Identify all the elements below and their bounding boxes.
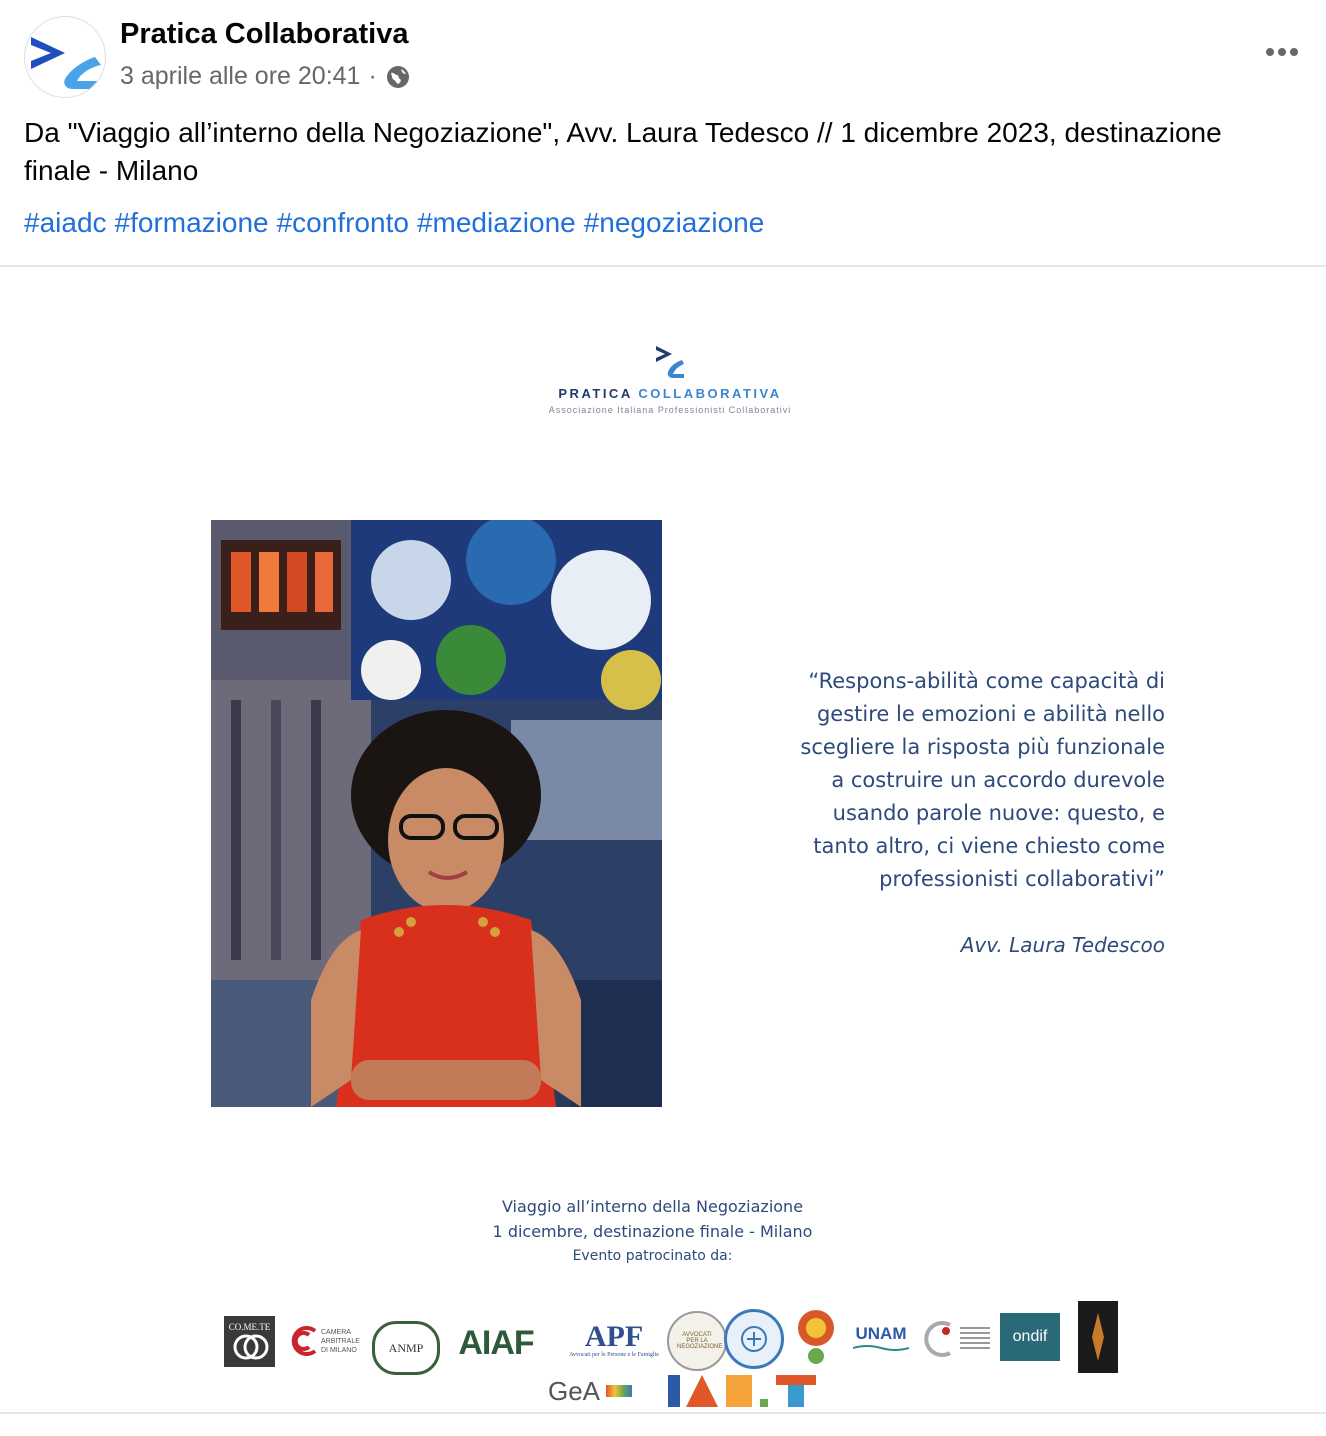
pratica-logo-icon <box>650 342 690 382</box>
portrait-photo <box>211 520 662 1107</box>
post-timestamp[interactable]: 3 aprile alle ore 20:41 <box>120 62 361 90</box>
brand-name-part2: COLLABORATIVA <box>638 386 782 401</box>
quote-line: scegliere la risposta più funzionale <box>800 735 1165 759</box>
apf-logo-text: APF <box>584 1320 644 1353</box>
globe-icon[interactable] <box>385 64 411 90</box>
post-meta <box>120 62 411 91</box>
quote-line: a costruire un accordo durevole <box>831 768 1165 792</box>
quote-line: tanto altro, ci viene chiesto come <box>813 834 1165 858</box>
meta-separator: · <box>368 62 377 90</box>
hashtag-link[interactable]: #negoziazione <box>583 207 765 238</box>
page-avatar[interactable] <box>24 16 106 98</box>
pratica-logo-icon <box>25 17 105 97</box>
event-title: Viaggio all’interno della Negoziazione <box>501 1197 804 1216</box>
gea-logo-text: GeA <box>547 1375 601 1406</box>
brand-subtitle: Associazione Italiana Professionisti Collaborativi <box>548 405 792 415</box>
camera-arbitrale-text: CAMERA ARBITRALE DI MILANO <box>321 1328 360 1354</box>
quote-line: gestire le emozioni e abilità nello <box>816 702 1165 726</box>
quote-author: Avv. Laura Tedescoo <box>960 933 1165 957</box>
hashtag-link[interactable]: #formazione <box>114 207 269 238</box>
brand-name <box>0 386 1326 401</box>
aiaf-logo <box>438 1323 554 1363</box>
post-text: Da "Viaggio all’interno della Negoziazione", Avv. Laura Tedesco // 1 dicembre 2023, destinazione finale - Milano <box>24 117 1222 186</box>
quote-line: “Respons-abilità come capacità di <box>808 669 1165 693</box>
quote-text <box>780 665 1165 896</box>
camera-arbitrale-logo <box>282 1321 366 1361</box>
hashtags <box>24 204 772 242</box>
hashtag-link[interactable]: #aiadc <box>24 207 107 238</box>
post-image[interactable] <box>0 267 1326 1412</box>
fondazione-logo <box>1078 1301 1118 1373</box>
gea-logo <box>530 1375 650 1407</box>
avvocati-negoziazione-logo <box>667 1311 727 1371</box>
anmp-logo <box>372 1321 440 1375</box>
post-header <box>0 0 1326 110</box>
quote-line: usando parole nuove: questo, e <box>832 801 1165 825</box>
apf-logo <box>568 1317 660 1363</box>
round-blue-logo <box>724 1309 784 1369</box>
comete-logo <box>224 1316 275 1367</box>
hashtag-link[interactable]: #mediazione <box>416 207 576 238</box>
hashtag-link[interactable]: #confronto <box>276 207 409 238</box>
event-info <box>400 1194 905 1269</box>
event-sponsored-label: Evento patrocinato da: <box>572 1248 733 1264</box>
sponsor-logos <box>0 1299 1326 1409</box>
avvocati-negoziazione-text: AVVOCATI PER LA NEGOZIAZIONE <box>677 1332 723 1350</box>
ordine-logo <box>918 1315 992 1363</box>
more-horizontal-icon[interactable] <box>1262 36 1302 68</box>
quote-line: professionisti collaborativi” <box>879 867 1165 891</box>
page-name-link[interactable]: Pratica Collaborativa <box>120 18 409 50</box>
ondif-logo <box>1000 1313 1060 1361</box>
divider <box>0 1412 1326 1414</box>
aiaf-logo-text: AIAF <box>458 1323 534 1362</box>
unam-logo-text: UNAM <box>855 1324 907 1343</box>
ondif-logo-text: ondif <box>1012 1328 1048 1345</box>
comete-logo-text: CO.ME.TE <box>228 1321 271 1332</box>
floral-logo <box>790 1303 842 1367</box>
unam-logo <box>850 1317 912 1359</box>
event-date: 1 dicembre, destinazione finale - Milano <box>492 1222 813 1241</box>
brand-name-part1: PRATICA <box>558 386 633 401</box>
anmp-logo-text: ANMP <box>388 1340 424 1355</box>
iaf-logo <box>668 1373 828 1409</box>
apf-logo-subtitle: Avvocati per le Persone e le Famiglie <box>569 1352 659 1358</box>
